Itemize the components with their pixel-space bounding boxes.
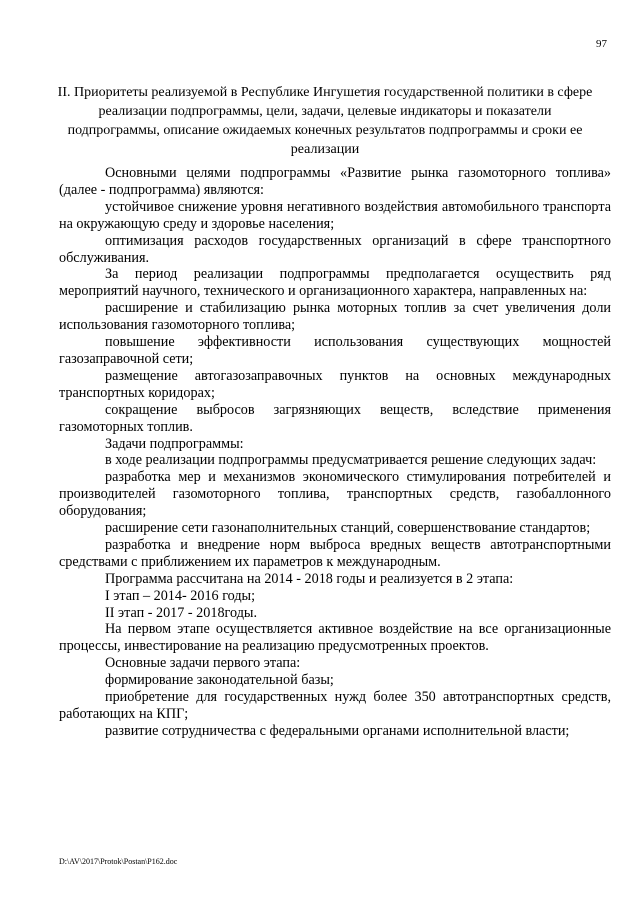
paragraph: Основными целями подпрограммы «Развитие рынка газомоторного топлива» (далее - подпрограмма) являются: xyxy=(59,165,611,198)
paragraph: размещение автогазозаправочных пунктов на основных международных транспортных коридорах; xyxy=(59,367,611,401)
paragraph: устойчивое снижение уровня негативного воздействия автомобильного транспорта на окружающую среду и здоровье населения; xyxy=(59,198,611,232)
paragraph: повышение эффективности использования существующих мощностей газозаправочной сети; xyxy=(59,334,611,367)
file-path-footer: D:\AV\2017\Protok\Postan\P162.doc xyxy=(59,857,178,866)
paragraph: в ходе реализации подпрограммы предусматривается решение следующих задач: xyxy=(105,452,597,469)
page-number: 97 xyxy=(596,38,607,50)
paragraph: Задачи подпрограммы: xyxy=(105,435,244,452)
paragraph: На первом этапе осуществляется активное воздействие на все организационные процессы, инвестирование на реализацию предусмотренных проектов. xyxy=(59,621,611,655)
paragraph: Программа рассчитана на 2014 - 2018 годы и реализуется в 2 этапа: xyxy=(105,570,514,587)
paragraph: приобретение для государственных нужд более 350 автотранспортных средств, работающих на КПГ; xyxy=(59,689,611,722)
paragraph: разработка и внедрение норм выброса вредных веществ автотранспортными средствами с приближением их параметров к международным. xyxy=(59,536,611,570)
paragraph: расширение сети газонаполнительных станций, совершенствование стандартов; xyxy=(105,520,591,537)
paragraph: разработка мер и механизмов экономического стимулирования потребителей и производителей газомоторного топлива, транспортных средств, газобаллонного оборудования; xyxy=(59,469,611,520)
paragraph: расширение и стабилизацию рынка моторных топлив за счет увеличения доли использования газомоторного топлива; xyxy=(59,300,611,334)
body-text xyxy=(59,165,611,740)
paragraph: II этап - 2017 - 2018годы. xyxy=(105,604,257,621)
paragraph: оптимизация расходов государственных организаций в сфере транспортного обслуживания. xyxy=(59,232,611,266)
paragraph: сокращение выбросов загрязняющих веществ, вследствие применения газомоторных топлив. xyxy=(59,401,611,435)
section-heading: II. Приоритеты реализуемой в Республике Ингушетия государственной политики в сфере реализации подпрограммы, цели, задачи, целевые индикаторы и показатели подпрограммы, описание ожидаемых конечных результатов подпрограммы и сроки ее реализации xyxy=(57,85,593,157)
paragraph: Основные задачи первого этапа: xyxy=(105,655,301,672)
paragraph: развитие сотрудничества с федеральными органами исполнительной власти; xyxy=(105,722,570,739)
paragraph: За период реализации подпрограммы предполагается осуществить ряд мероприятий научного, технического и организационного характера, направленных на: xyxy=(59,266,611,300)
paragraph: формирование законодательной базы; xyxy=(105,672,334,689)
paragraph: I этап – 2014- 2016 годы; xyxy=(105,587,256,604)
